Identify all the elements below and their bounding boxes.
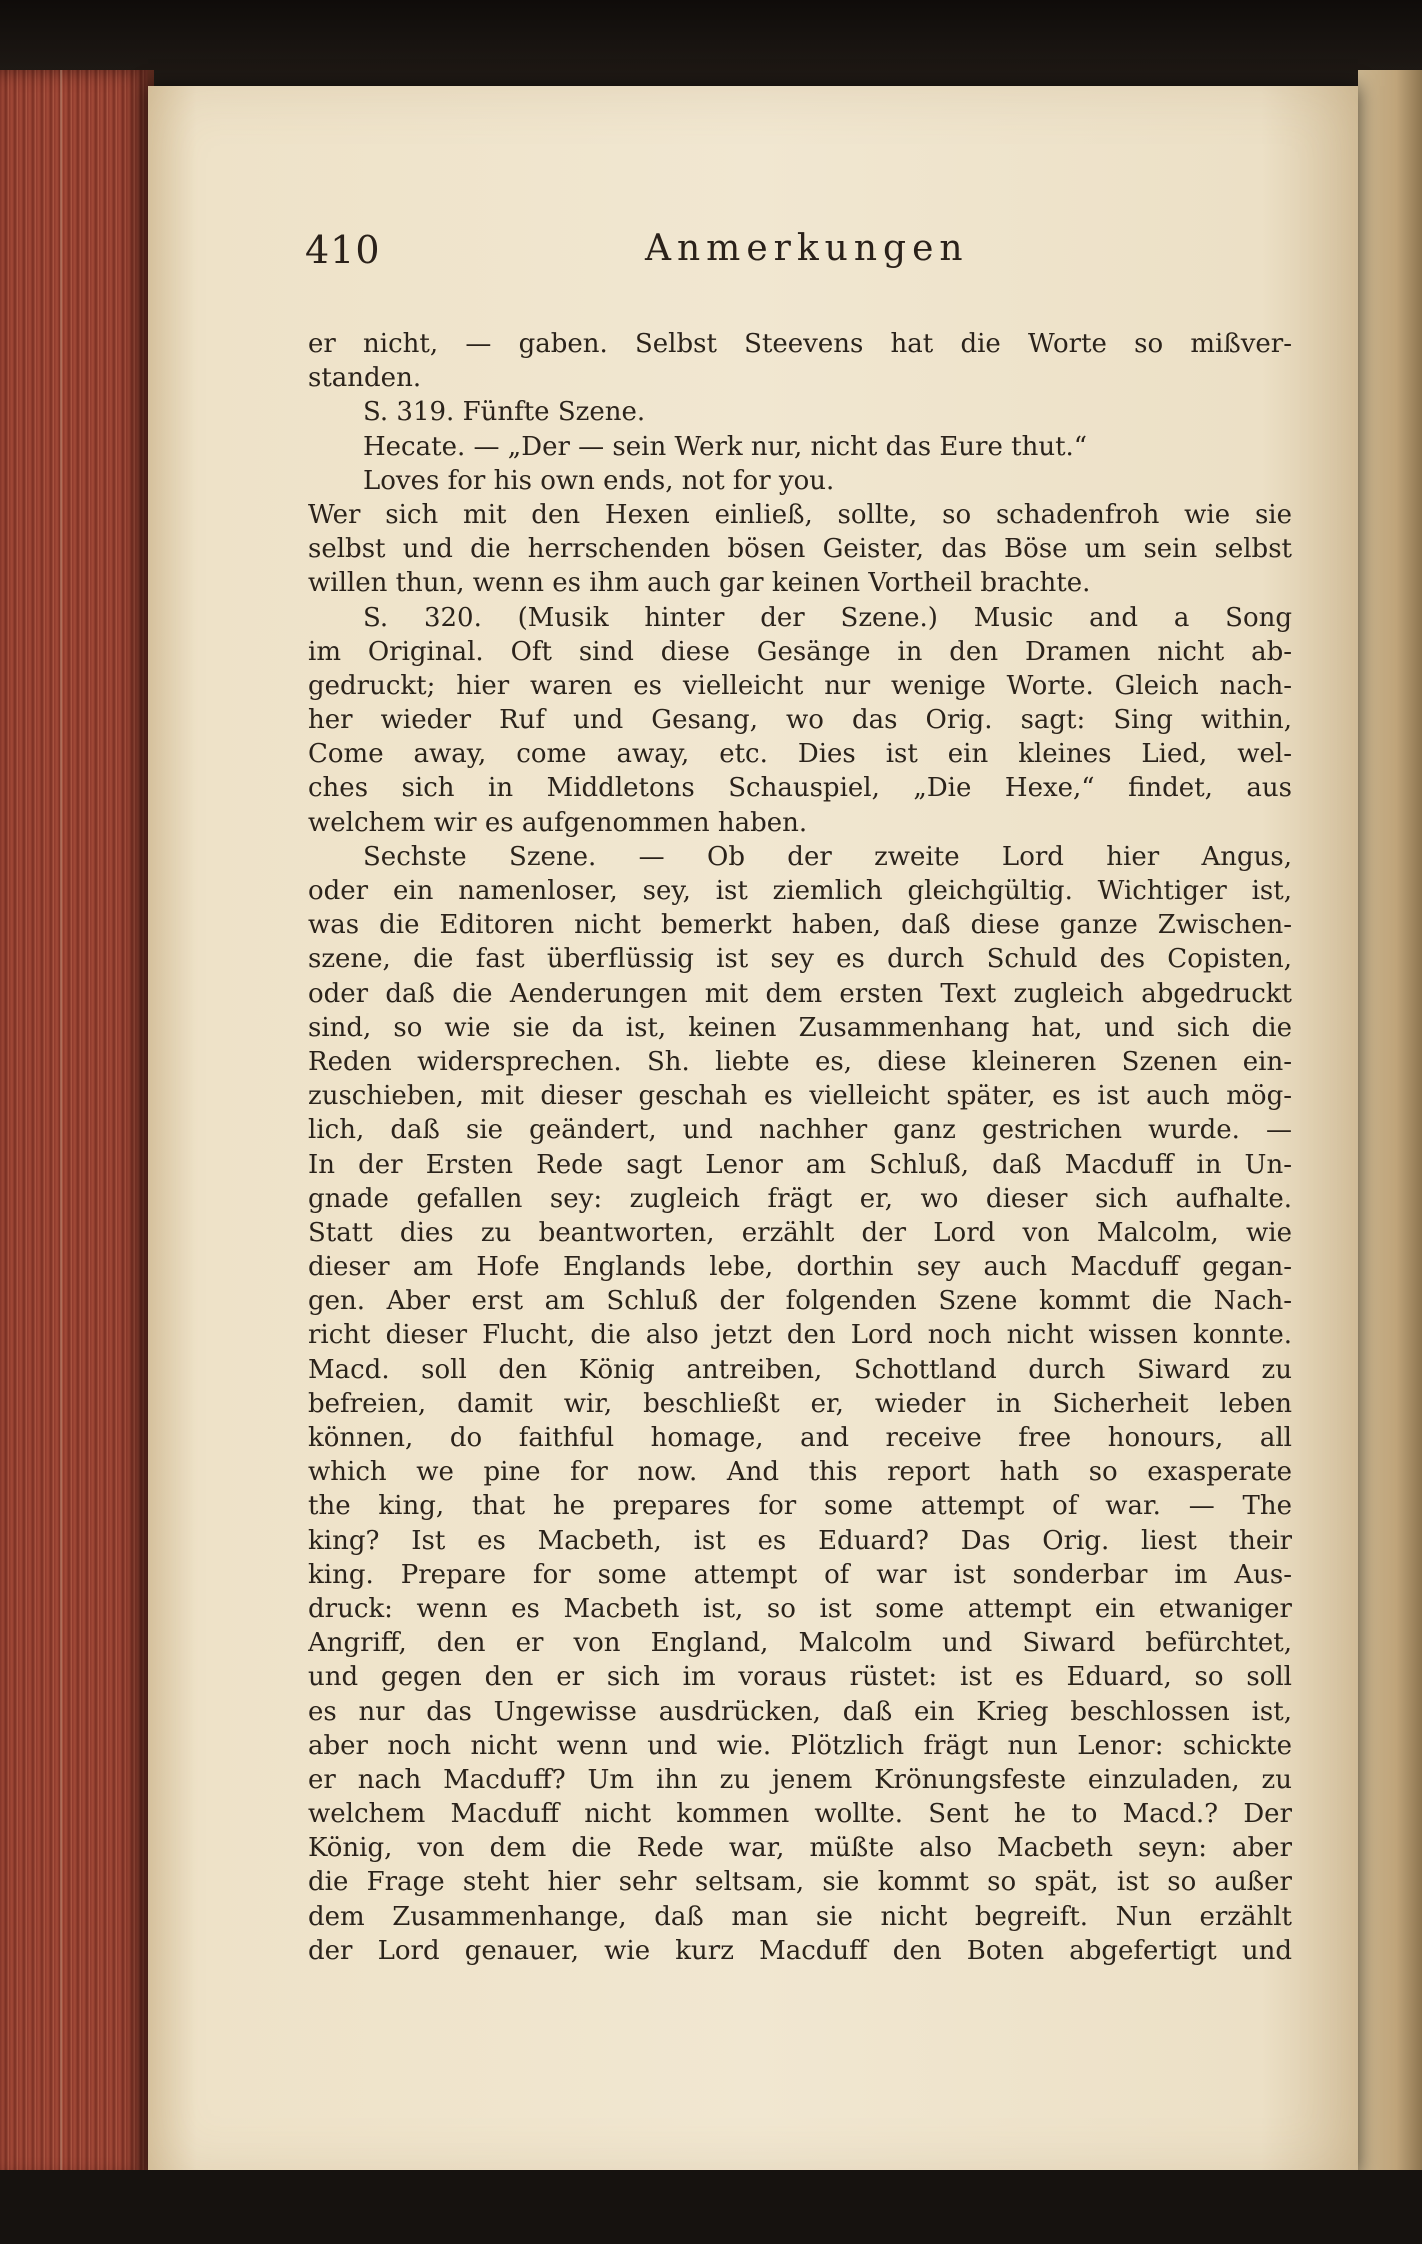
text-line: und gegen den er sich im voraus rüstet: ist es Eduard, so soll xyxy=(308,1662,1292,1693)
top-shadow xyxy=(0,0,1422,90)
text-line: Macd. soll den König antreiben, Schottland durch Siward zu xyxy=(308,1354,1292,1385)
text-line: selbst und die herrschenden bösen Geister, das Böse um sein selbst xyxy=(308,534,1292,565)
text-line: welchem Macduff nicht kommen wollte. Sent he to Macd.? Der xyxy=(308,1799,1292,1830)
text-line: szene, die fast überflüssig ist sey es durch Schuld des Copisten, xyxy=(308,944,1292,975)
text-line: druck: wenn es Macbeth ist, so ist some attempt ein etwaniger xyxy=(308,1593,1292,1624)
text-line: Hecate. — „Der — sein Werk nur, nicht das Eure thut.“ xyxy=(363,431,1088,462)
text-line: können, do faithful homage, and receive free honours, all xyxy=(308,1423,1292,1453)
text-line: In der Ersten Rede sagt Lenor am Schluß, daß Macduff in Un- xyxy=(308,1149,1292,1180)
text-line: Angriff, den er von England, Malcolm und Siward befürchtet, xyxy=(308,1628,1292,1659)
page-header xyxy=(305,228,969,288)
text-line: oder daß die Aenderungen mit dem ersten Text zugleich abgedruckt xyxy=(308,978,1292,1009)
text-line: king? Ist es Macbeth, ist es Eduard? Das Orig. liest their xyxy=(308,1525,1292,1556)
text-line: sind, so wie sie da ist, keinen Zusammenhang hat, und sich die xyxy=(308,1012,1292,1043)
text-line: dieser am Hofe Englands lebe, dorthin sey auch Macduff gegan- xyxy=(308,1252,1292,1283)
text-line: richt dieser Flucht, die also jetzt den Lord noch nicht wissen konnte. xyxy=(308,1320,1292,1351)
text-line: gen. Aber erst am Schluß der folgenden Szene kommt die Nach- xyxy=(308,1286,1292,1317)
text-line: gnade gefallen sey: zugleich frägt er, wo dieser sich aufhalte. xyxy=(308,1183,1292,1214)
text-line: was die Editoren nicht bemerkt haben, daß diese ganze Zwischen- xyxy=(308,910,1292,941)
text-line: die Frage steht hier sehr seltsam, sie kommt so spät, ist so außer xyxy=(308,1867,1292,1898)
book-page-edges xyxy=(0,70,154,2180)
running-head: Anmerkungen xyxy=(645,228,969,269)
text-line: König, von dem die Rede war, müßte also Macbeth seyn: aber xyxy=(308,1833,1292,1864)
text-line: aber noch nicht wenn und wie. Plötzlich frägt nun Lenor: schickte xyxy=(308,1730,1292,1761)
text-line: er nach Macduff? Um ihn zu jenem Krönungsfeste einzuladen, zu xyxy=(308,1764,1292,1795)
text-line: dem Zusammenhange, daß man sie nicht begreift. Nun erzählt xyxy=(308,1901,1292,1932)
text-line: Statt dies zu beantworten, erzählt der Lord von Malcolm, wie xyxy=(308,1217,1292,1248)
text-line: zuschieben, mit dieser geschah es vielleicht später, es ist auch mög- xyxy=(308,1081,1292,1112)
text-line: lich, daß sie geändert, und nachher ganz gestrichen wurde. — xyxy=(308,1115,1292,1146)
text-line: Sechste Szene. — Ob der zweite Lord hier Angus, xyxy=(363,841,1292,872)
section-heading-line: S. 319. Fünfte Szene. xyxy=(363,397,646,428)
text-line: befreien, damit wir, beschließt er, wieder in Sicherheit leben xyxy=(308,1388,1292,1419)
text-line: der Lord genauer, wie kurz Macduff den Boten abgefertigt und xyxy=(308,1935,1292,1966)
text-line: S. 320. (Musik hinter der Szene.) Music and a Song xyxy=(363,602,1292,633)
text-line: ches sich in Middletons Schauspiel, „Die Hexe,“ findet, aus xyxy=(308,773,1292,804)
quote-line: Loves for his own ends, not for you. xyxy=(363,465,835,496)
facing-page-edge xyxy=(1358,70,1422,2190)
text-line: im Original. Oft sind diese Gesänge in den Dramen nicht ab- xyxy=(308,636,1292,667)
text-line: es nur das Ungewisse ausdrücken, daß ein Krieg beschlossen ist, xyxy=(308,1696,1292,1727)
text-line: oder ein namenloser, sey, ist ziemlich gleichgültig. Wichtiger ist, xyxy=(308,876,1292,906)
text-line: Wer sich mit den Hexen einließ, sollte, so schadenfroh wie sie xyxy=(308,499,1292,530)
text-line: gedruckt; hier waren es vielleicht nur wenige Worte. Gleich nach- xyxy=(308,670,1292,701)
text-line: Come away, come away, etc. Dies ist ein kleines Lied, wel- xyxy=(308,739,1292,770)
text-line: standen. xyxy=(308,363,422,394)
text-line: which we pine for now. And this report hath so exasperate xyxy=(308,1457,1292,1488)
body-text xyxy=(308,327,1292,1968)
page-number: 410 xyxy=(305,228,381,272)
text-line: willen thun, wenn es ihm auch gar keinen Vortheil brachte. xyxy=(308,568,1091,599)
text-line: welchem wir es aufgenommen haben. xyxy=(308,807,808,838)
text-line: Reden widersprechen. Sh. liebte es, diese kleineren Szenen ein- xyxy=(308,1046,1292,1077)
text-line: er nicht, — gaben. Selbst Steevens hat die Worte so mißver- xyxy=(308,329,1292,359)
text-line: king. Prepare for some attempt of war ist sonderbar im Aus- xyxy=(308,1559,1292,1590)
bottom-shadow xyxy=(0,2170,1422,2244)
text-line: her wieder Ruf und Gesang, wo das Orig. sagt: Sing within, xyxy=(308,705,1292,736)
text-line: the king, that he prepares for some attempt of war. — The xyxy=(308,1491,1292,1522)
